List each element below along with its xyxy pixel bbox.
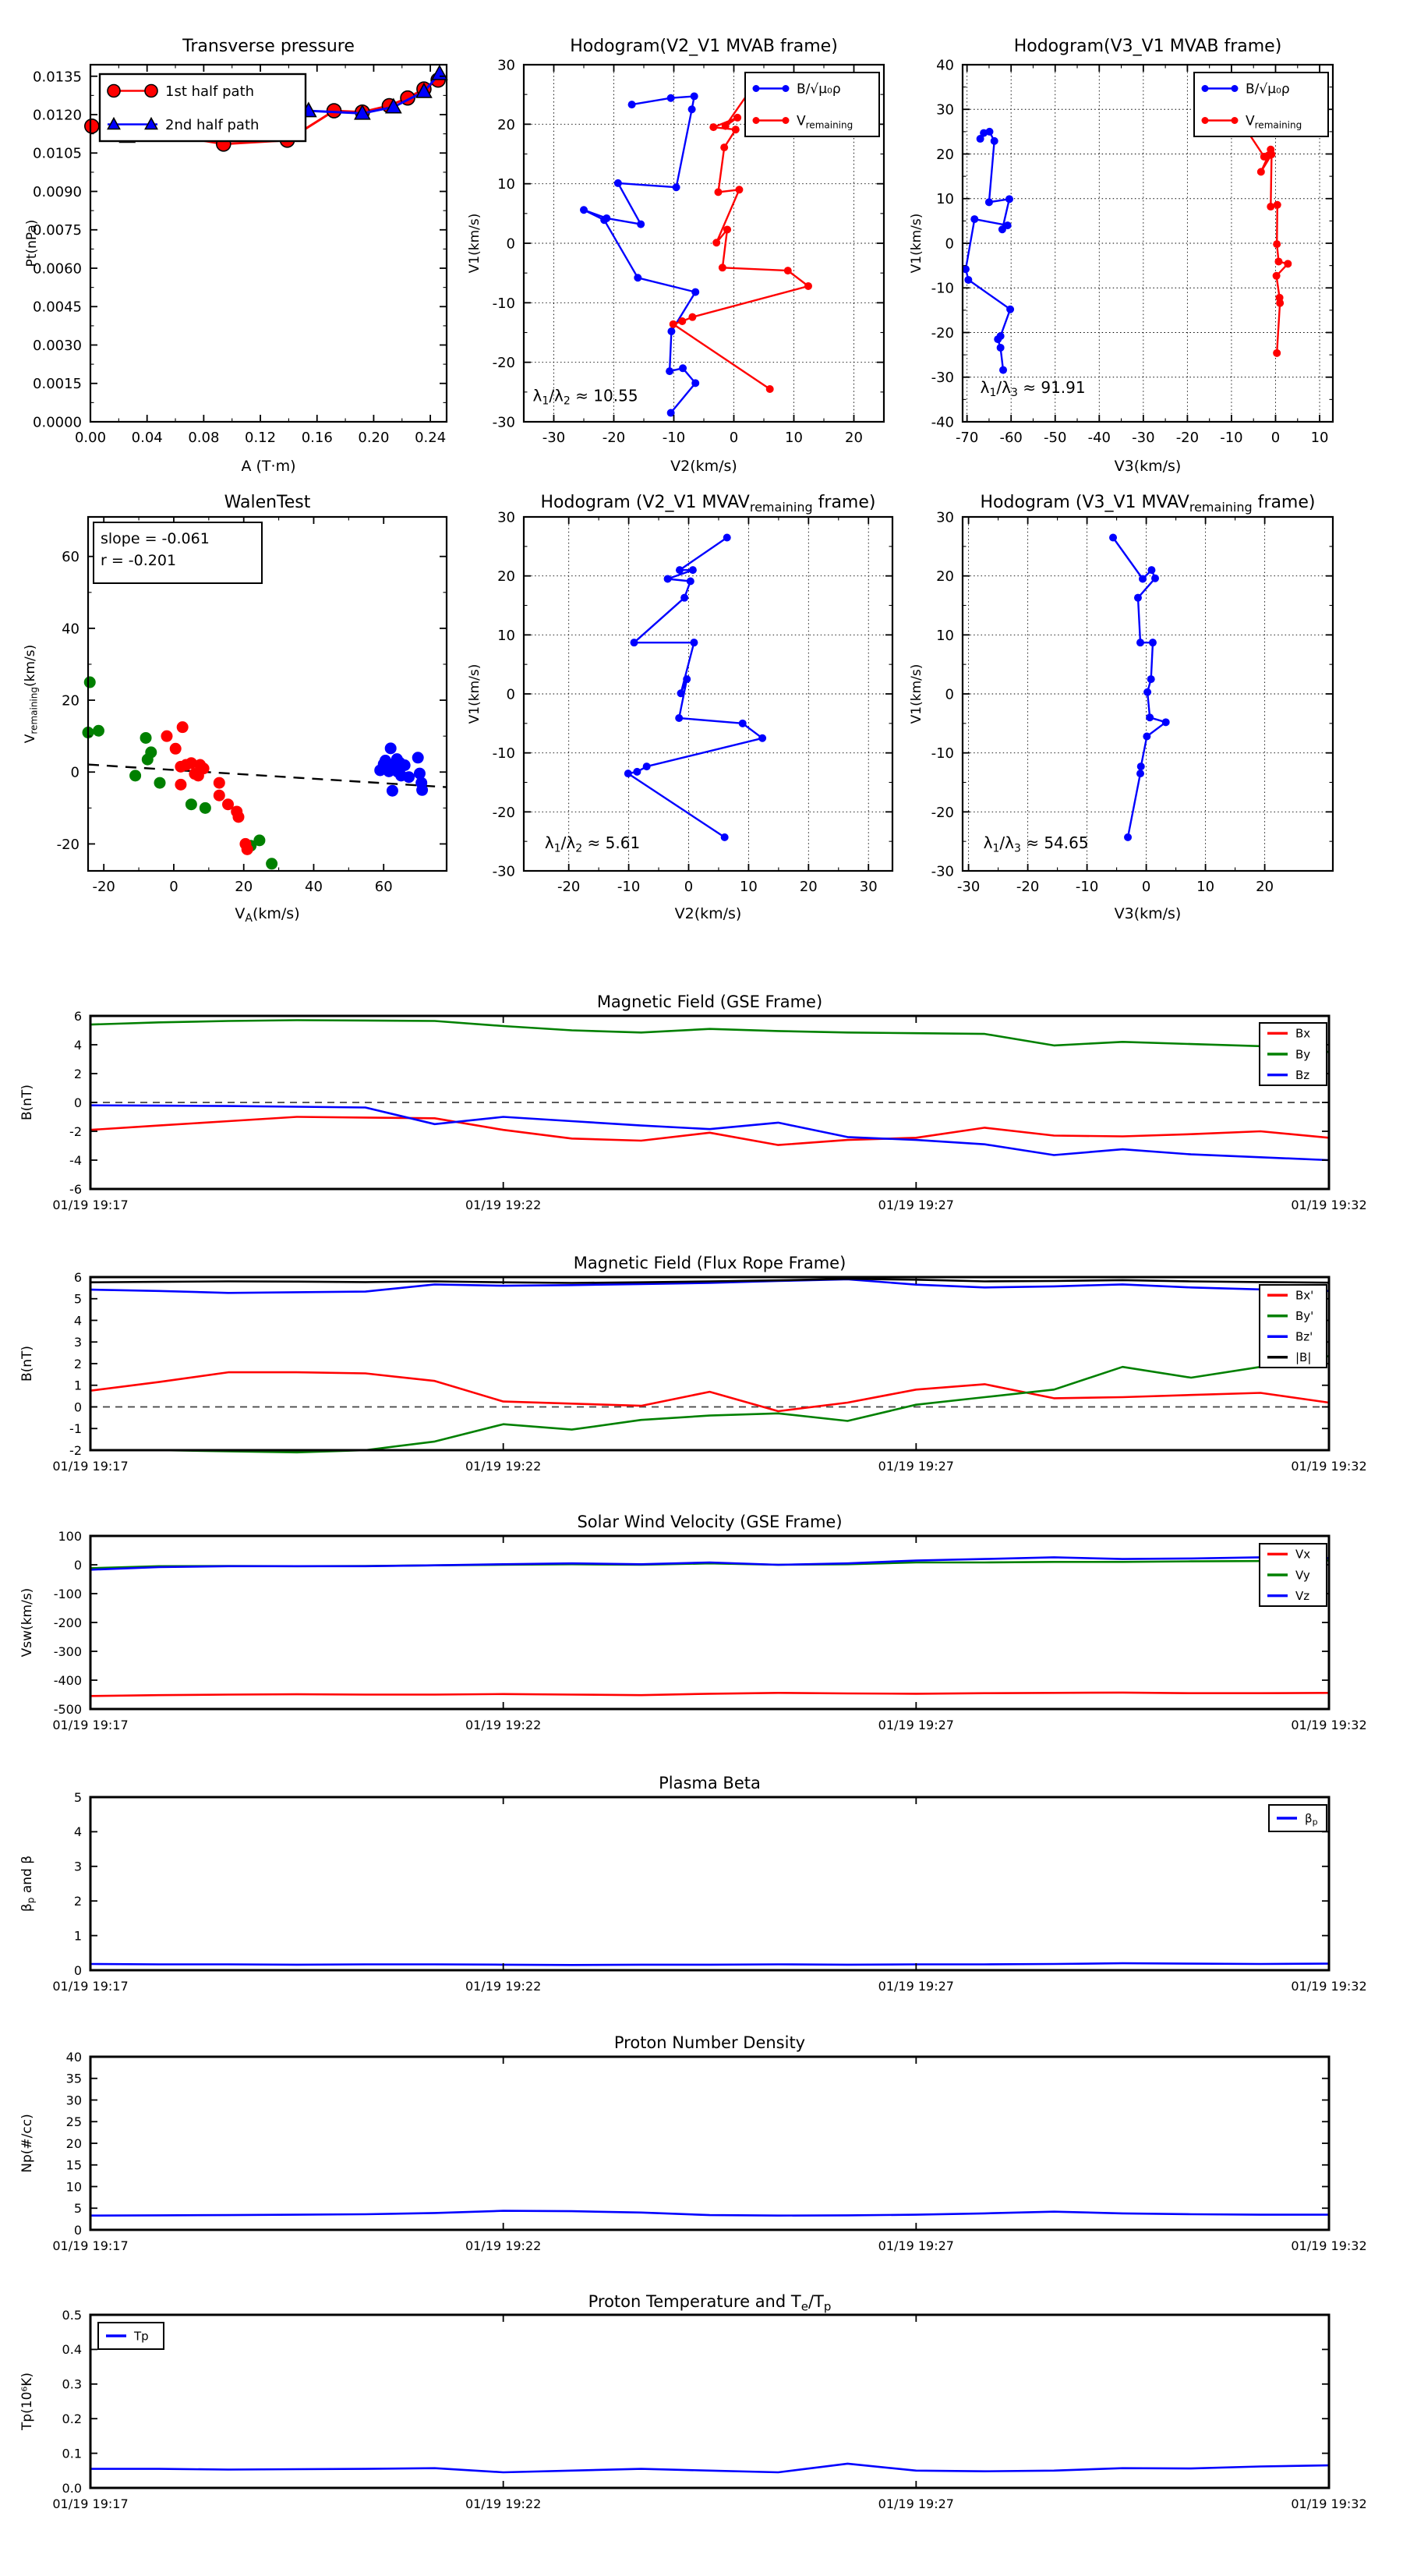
axes-frame	[90, 2315, 1329, 2488]
x-tick-label: 0.20	[358, 430, 390, 446]
x-tick-label: 01/19 19:27	[878, 1198, 954, 1212]
y-tick-label: 0.1	[62, 2446, 82, 2461]
chart-title: Magnetic Field (GSE Frame)	[596, 993, 823, 1011]
chart-hodogram-v3v1-mvab	[909, 37, 1333, 475]
chart-title: Magnetic Field (Flux Rope Frame)	[573, 1254, 846, 1272]
y-tick-label: 0	[506, 686, 515, 703]
y-tick-label: -20	[56, 836, 80, 853]
y-tick-label: 0	[73, 1962, 82, 1978]
y-tick-label: 10	[936, 627, 954, 644]
ticks	[90, 1277, 1329, 1450]
legend-label-b: B/√μ₀ρ	[797, 81, 841, 97]
x-tick-label: 01/19 19:32	[1291, 2496, 1367, 2511]
y-tick-label: 0.0	[62, 2480, 82, 2496]
annotation: $\lambda_1/\lambda_3 \approx 54.65$	[983, 833, 1089, 855]
x-tick-label: 40	[305, 879, 323, 895]
x-tick-label: 01/19 19:32	[1291, 1979, 1367, 1994]
y-tick-labels	[931, 57, 954, 430]
x-tick-labels	[92, 879, 392, 895]
y-tick-label: 0.0060	[33, 260, 82, 278]
legend	[1260, 1544, 1327, 1606]
y-tick-label: 40	[62, 621, 80, 638]
chart-title: Plasma Beta	[659, 1774, 761, 1792]
y-tick-label: 1	[73, 1378, 82, 1393]
grid	[524, 517, 892, 871]
y-tick-label: -20	[492, 804, 515, 821]
y-tick-label: 10	[936, 191, 954, 208]
y-tick-label: -2	[69, 1123, 82, 1139]
x-tick-label: -50	[1044, 430, 1067, 446]
x-tick-label: 01/19 19:32	[1291, 1459, 1367, 1474]
chart-magnetic-field-flux-rope	[19, 1254, 1367, 1474]
y-tick-label: 15	[65, 2157, 82, 2173]
series-walen-red	[161, 721, 253, 855]
x-tick-labels	[957, 879, 1274, 895]
y-tick-label: 20	[497, 568, 515, 586]
series-v-remaining	[1241, 123, 1292, 357]
x-tick-label: 01/19 19:27	[878, 1979, 954, 1994]
y-tick-labels	[493, 57, 515, 430]
annotation: $\lambda_1/\lambda_3 \approx 91.91$	[980, 377, 1086, 400]
x-tick-label: 01/19 19:27	[878, 2238, 954, 2253]
x-tick-label: 0.00	[74, 430, 107, 446]
x-tick-label: -10	[662, 430, 686, 446]
x-tick-label: 01/19 19:22	[465, 1198, 542, 1212]
y-axis-label: V1(km/s)	[467, 213, 482, 274]
y-tick-label: 30	[936, 101, 954, 119]
legend-label-by: By	[1295, 1047, 1311, 1062]
y-tick-label: 20	[65, 2135, 82, 2151]
series-b	[90, 1279, 1329, 1283]
y-tick-label: 0	[506, 235, 515, 253]
x-tick-label: 20	[1256, 879, 1274, 895]
x-tick-label: -30	[542, 430, 566, 446]
y-axis-label: Pt(nPa)	[24, 219, 40, 267]
legend-label-2nd-half-path: 2nd half path	[165, 116, 260, 133]
legend-label-vy: Vy	[1295, 1568, 1310, 1583]
y-tick-label: -40	[931, 414, 954, 431]
y-tick-label: 0	[73, 1399, 82, 1415]
chart-transverse-pressure	[24, 37, 447, 475]
series-bx	[90, 1372, 1329, 1411]
chart-title: Transverse pressure	[182, 37, 355, 56]
y-tick-label: 0.0045	[33, 299, 82, 316]
x-tick-labels	[52, 2238, 1366, 2253]
y-tick-label: -10	[931, 280, 954, 297]
y-tick-label: -20	[931, 324, 954, 341]
y-tick-label: 0	[70, 764, 80, 781]
legend-label-vx: Vx	[1295, 1547, 1311, 1562]
x-tick-label: -60	[999, 430, 1023, 446]
x-tick-label: 01/19 19:17	[52, 1459, 129, 1474]
y-tick-label: 0.0075	[33, 222, 82, 239]
x-tick-label: 01/19 19:32	[1291, 1198, 1367, 1212]
legend-label-v-remaining: $V_{remaining}$	[1246, 113, 1302, 131]
y-tick-label: 0	[945, 235, 954, 253]
x-tick-label: 01/19 19:32	[1291, 2238, 1367, 2253]
x-tick-label: 0.24	[415, 430, 447, 446]
x-tick-label: -30	[1132, 430, 1155, 446]
y-tick-label: 0	[945, 686, 954, 703]
x-tick-label: 01/19 19:17	[52, 2496, 129, 2511]
chart-title: Proton Number Density	[613, 2033, 806, 2052]
y-tick-label: -300	[53, 1644, 82, 1659]
x-tick-label: 01/19 19:27	[878, 1459, 954, 1474]
x-tick-label: 0	[169, 879, 178, 895]
chart-title: Hodogram (V3_V1 $MVAV_{remaining}$ frame)	[980, 493, 1316, 515]
x-tick-labels	[52, 2496, 1366, 2511]
legend-label-p: $\beta_p$	[1305, 1811, 1318, 1828]
y-tick-labels	[57, 549, 80, 853]
x-tick-labels	[52, 1979, 1366, 1994]
x-tick-label: -20	[1175, 430, 1200, 446]
y-tick-label: 10	[65, 2179, 82, 2195]
x-tick-label: -10	[1220, 430, 1243, 446]
y-tick-label: 20	[497, 116, 515, 133]
x-axis-label: A (T·m)	[241, 458, 296, 475]
legend-label-by: By'	[1295, 1309, 1314, 1324]
legend-label-bz: Bz'	[1295, 1329, 1313, 1344]
x-tick-label: 0.16	[301, 430, 333, 446]
x-axis-label: V3(km/s)	[1114, 905, 1182, 922]
y-axis-label: V1(km/s)	[467, 663, 482, 724]
series-b-over-sqrt-mu0-rho	[962, 128, 1014, 374]
y-tick-label: 0.0090	[33, 183, 82, 200]
x-tick-label: 10	[1196, 879, 1215, 895]
y-tick-label: 2	[73, 1893, 82, 1909]
y-axis-label: B(nT)	[19, 1345, 35, 1382]
y-tick-label: 25	[65, 2114, 82, 2130]
y-tick-labels	[66, 2050, 82, 2238]
series-vx	[90, 1693, 1329, 1696]
y-tick-label: 20	[936, 146, 954, 163]
y-tick-label: 0.0135	[33, 69, 82, 86]
x-tick-label: 30	[859, 879, 878, 895]
y-tick-label: 0.4	[62, 2342, 82, 2358]
x-tick-label: -20	[92, 879, 115, 895]
y-tick-labels	[69, 1270, 82, 1458]
y-axis-label: Tp(10⁶K)	[19, 2372, 35, 2431]
legend-label-b: |B|	[1295, 1350, 1312, 1365]
x-tick-label: 01/19 19:27	[878, 1718, 954, 1732]
y-axis-label: Np(#/cc)	[19, 2114, 35, 2173]
x-tick-label: -10	[617, 879, 641, 895]
y-tick-label: 4	[73, 1037, 82, 1053]
x-tick-label: 01/19 19:22	[465, 1459, 542, 1474]
y-tick-label: 0	[73, 1557, 82, 1573]
y-tick-label: 40	[936, 57, 954, 74]
x-tick-label: 0.04	[131, 430, 163, 446]
y-tick-label: 30	[65, 2093, 82, 2108]
legend-label-bx: Bx	[1295, 1026, 1311, 1041]
x-tick-label: 01/19 19:17	[52, 1718, 129, 1732]
y-tick-label: 3	[73, 1859, 82, 1874]
y-tick-labels	[931, 509, 954, 879]
legend-label-tp: Tp	[134, 2329, 149, 2344]
stats-line: r = -0.201	[101, 552, 177, 569]
chart-title: Hodogram (V2_V1 $MVAV_{remaining}$ frame)	[540, 493, 876, 515]
series-np	[90, 2211, 1329, 2216]
chart-solar-wind-velocity	[19, 1513, 1367, 1732]
legend	[1194, 73, 1328, 136]
y-tick-label: 20	[62, 692, 80, 709]
x-axis-label: V2(km/s)	[674, 905, 742, 922]
y-tick-label: 60	[62, 549, 80, 566]
y-tick-labels	[33, 69, 82, 430]
y-tick-label: -1	[69, 1421, 82, 1437]
series-by	[90, 1021, 1329, 1053]
x-tick-labels	[52, 1459, 1366, 1474]
y-tick-label: -30	[931, 370, 954, 387]
y-tick-label: -30	[492, 863, 515, 880]
chart-title: Proton Temperature and $T_e/T_p$	[588, 2292, 832, 2314]
y-tick-label: 0.0000	[33, 414, 82, 431]
annotation: $\lambda_1/\lambda_2 \approx 10.55$	[532, 386, 638, 408]
x-tick-label: 10	[1310, 430, 1329, 446]
legend-label-v-remaining: $V_{remaining}$	[797, 113, 853, 131]
chart-hodogram-v2v1-mvab	[467, 37, 884, 475]
y-tick-label: 30	[936, 509, 954, 526]
legend-label-vz: Vz	[1295, 1589, 1310, 1604]
x-tick-label: 01/19 19:17	[52, 1979, 129, 1994]
legend	[98, 2323, 164, 2349]
x-tick-label: 01/19 19:22	[465, 2238, 542, 2253]
series-b-over-sqrt-mu0-rho	[580, 92, 699, 416]
y-tick-label: 0.2	[62, 2411, 82, 2426]
y-tick-label: 0.0015	[33, 376, 82, 393]
y-axis-label: V1(km/s)	[909, 213, 924, 274]
y-tick-label: 6	[73, 1269, 82, 1285]
y-tick-label: 2	[73, 1066, 82, 1081]
chart-hodogram-v3v1-mvav	[909, 493, 1333, 922]
x-axis-label: $V_A(km/s)$	[235, 905, 300, 925]
x-tick-labels	[956, 430, 1329, 446]
y-tick-label: 0.3	[62, 2376, 82, 2392]
y-tick-label: -20	[931, 804, 954, 821]
x-tick-label: 0	[1270, 430, 1281, 446]
legend	[1260, 1285, 1327, 1368]
series-v-remaining-hodogram	[624, 533, 766, 840]
axes-frame	[90, 1797, 1329, 1970]
y-tick-label: 30	[497, 509, 515, 526]
y-axis-label: Vsw(km/s)	[19, 1587, 35, 1658]
y-tick-label: -30	[931, 863, 954, 880]
y-tick-label: -500	[53, 1701, 82, 1717]
series-v-remaining-hodogram	[1109, 533, 1170, 840]
y-tick-label: 5	[73, 2201, 82, 2217]
chart-title: Hodogram(V2_V1 MVAB frame)	[570, 37, 838, 56]
y-tick-labels	[74, 1790, 82, 1978]
x-tick-label: 01/19 19:22	[465, 1718, 542, 1732]
y-tick-label: -4	[69, 1152, 82, 1168]
x-axis-label: V3(km/s)	[1114, 458, 1182, 475]
y-tick-label: 0.5	[62, 2307, 82, 2323]
y-tick-label: 35	[65, 2071, 82, 2086]
chart-proton-number-density	[19, 2033, 1367, 2253]
chart-hodogram-v2v1-mvav	[467, 493, 892, 922]
y-tick-label: 0.0105	[33, 145, 82, 162]
y-axis-label: V1(km/s)	[909, 663, 924, 724]
x-axis-label: V2(km/s)	[670, 458, 737, 475]
y-tick-labels	[493, 509, 515, 879]
chart-title: Solar Wind Velocity (GSE Frame)	[577, 1513, 843, 1531]
series-by	[90, 1356, 1329, 1453]
y-tick-label: 20	[936, 568, 954, 586]
y-tick-label: 6	[73, 1008, 82, 1024]
x-tick-label: 0.12	[245, 430, 277, 446]
stats-box	[94, 522, 262, 583]
series-bx	[90, 1117, 1329, 1145]
x-tick-label: 10	[785, 430, 803, 446]
y-tick-label: -10	[492, 295, 515, 312]
x-tick-label: 01/19 19:17	[52, 2238, 129, 2253]
legend-label-1st-half-path: 1st half path	[165, 83, 255, 100]
chart-walen-test	[23, 493, 447, 925]
x-tick-label: 0	[729, 430, 739, 446]
y-tick-label: 30	[497, 57, 515, 74]
y-tick-label: 100	[58, 1528, 82, 1544]
x-tick-label: -10	[1075, 879, 1099, 895]
series-walen-blue	[374, 742, 428, 796]
x-tick-label: 01/19 19:17	[52, 1198, 129, 1212]
y-tick-label: -100	[53, 1586, 82, 1601]
x-tick-label: 01/19 19:27	[878, 2496, 954, 2511]
axes-frame	[90, 1277, 1329, 1450]
y-axis-label: $\beta_p$ and β	[19, 1855, 37, 1913]
legend-label-b: B/√μ₀ρ	[1246, 81, 1290, 97]
legend-label-bz: Bz	[1295, 1068, 1310, 1083]
y-tick-label: 1	[73, 1928, 82, 1944]
legend	[745, 73, 879, 136]
y-tick-labels	[54, 1529, 82, 1717]
legend-label-bx: Bx'	[1295, 1288, 1314, 1303]
x-tick-label: 0	[1141, 879, 1151, 895]
y-tick-label: -6	[69, 1181, 82, 1197]
x-tick-label: 01/19 19:32	[1291, 1718, 1367, 1732]
y-tick-label: -30	[492, 414, 515, 431]
x-tick-label: -20	[602, 430, 626, 446]
x-tick-labels	[542, 430, 863, 446]
ticks	[90, 1797, 1329, 1970]
x-tick-label: 01/19 19:22	[465, 1979, 542, 1994]
y-axis-label: B(nT)	[19, 1084, 35, 1121]
y-tick-label: -200	[53, 1615, 82, 1630]
y-tick-label: 5	[73, 1789, 82, 1805]
y-tick-label: 0	[73, 1095, 82, 1110]
y-tick-label: -10	[492, 745, 515, 763]
y-tick-label: 0.0030	[33, 337, 82, 354]
y-tick-label: 0	[73, 2222, 82, 2238]
x-tick-label: -40	[1087, 430, 1111, 446]
y-tick-label: 5	[73, 1291, 82, 1307]
stats-line: slope = -0.061	[101, 530, 210, 547]
y-tick-labels	[69, 1009, 82, 1197]
x-tick-labels	[557, 879, 878, 895]
chart-plasma-beta	[19, 1774, 1367, 1994]
y-tick-label: 2	[73, 1356, 82, 1371]
x-tick-label: 60	[374, 879, 393, 895]
x-tick-label: 20	[845, 430, 863, 446]
x-tick-label: 20	[235, 879, 253, 895]
y-tick-label: -2	[69, 1442, 82, 1458]
legend	[1269, 1805, 1327, 1831]
chart-title: Hodogram(V3_V1 MVAB frame)	[1013, 37, 1282, 56]
y-tick-label: -10	[931, 745, 954, 763]
chart-proton-temperature	[19, 2292, 1367, 2511]
x-tick-label: -30	[956, 879, 981, 895]
y-tick-label: 40	[65, 2049, 82, 2065]
chart-title: WalenTest	[224, 493, 311, 512]
y-tick-label: -20	[492, 355, 515, 372]
x-tick-labels	[52, 1198, 1366, 1212]
x-tick-label: 01/19 19:22	[465, 2496, 542, 2511]
x-tick-label: 0.08	[188, 430, 220, 446]
y-tick-label: 4	[73, 1313, 82, 1329]
axes-frame	[90, 2057, 1329, 2230]
ticks	[90, 2315, 1329, 2488]
y-tick-labels	[62, 2308, 82, 2496]
y-tick-label: 3	[73, 1335, 82, 1350]
x-tick-label: -20	[1016, 879, 1040, 895]
y-axis-label: $V_{remaining}(km/s)$	[23, 644, 40, 744]
chart-magnetic-field-gse	[19, 993, 1367, 1212]
series-tp	[90, 2464, 1329, 2472]
y-tick-label: -400	[53, 1672, 82, 1688]
annotation: $\lambda_1/\lambda_2 \approx 5.61$	[544, 833, 641, 855]
x-tick-labels	[75, 430, 446, 446]
ticks	[90, 2057, 1329, 2230]
x-tick-label: -20	[557, 879, 581, 895]
y-tick-label: 4	[73, 1824, 82, 1840]
legend	[1260, 1023, 1327, 1085]
x-tick-label: 0	[684, 879, 694, 895]
x-tick-label: -70	[955, 430, 979, 446]
y-tick-label: 10	[497, 627, 515, 644]
y-tick-label: 10	[497, 176, 515, 193]
x-tick-label: 10	[739, 879, 758, 895]
series-beta-p	[90, 1963, 1329, 1965]
legend	[100, 74, 306, 141]
x-tick-label: 20	[799, 879, 818, 895]
x-tick-labels	[52, 1718, 1366, 1732]
y-tick-label: 0.0120	[33, 107, 82, 124]
